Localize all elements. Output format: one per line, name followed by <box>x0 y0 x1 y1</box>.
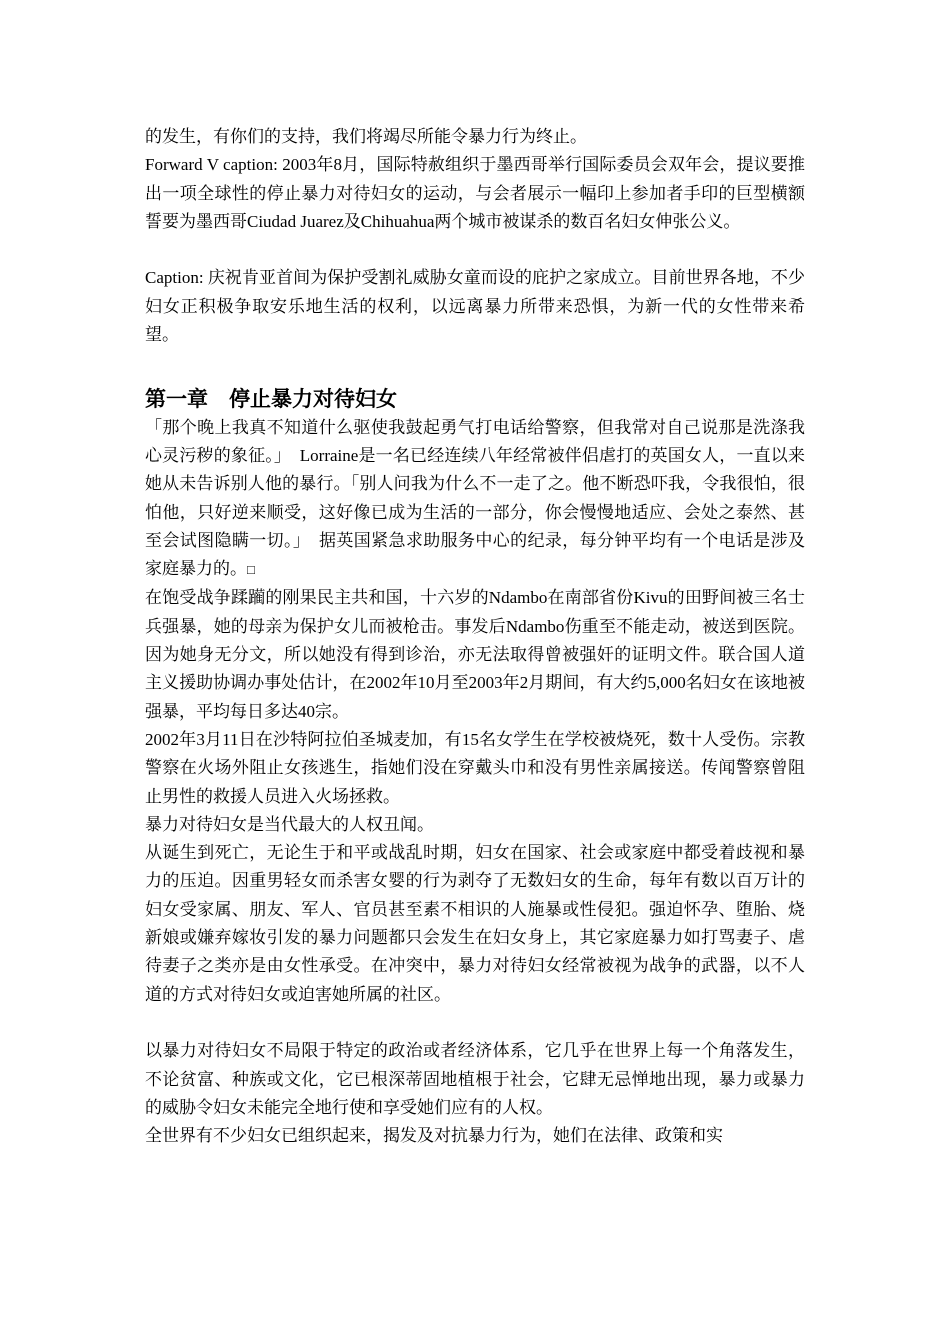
paragraph-lorraine-text: 「那个晚上我真不知道什么驱使我鼓起勇气打电话给警察，但我常对自己说那是洗涤我心灵污秽的象征。」 Lorraine是一名已经连续八年经常被伴侣虐打的英国女人，一直以来她从未告诉别人他的暴行。「别人问我为什么不一走了之。他不断恐吓我，令我很怕，很怕他，只好逆来顺受，这好像已成为生活的一部分，你会慢慢地适应、会处之泰然、甚至会试图隐瞒一切。」 据英国紧急求助服务中心的纪录，每分钟平均有一个电话是涉及家庭暴力的。 <box>145 417 805 579</box>
document-body <box>145 123 805 1150</box>
blank-line <box>145 349 805 377</box>
footnote-marker: □ <box>247 562 255 578</box>
paragraph-not-limited: 以暴力对待妇女不局限于特定的政治或者经济体系，它几乎在世界上每一个角落发生，不论贫富、种族或文化，它已根深蒂固地植根于社会，它肆无忌惮地出现，暴力或暴力的威胁令妇女未能完全地行使和享受她们应有的人权。 <box>145 1041 805 1117</box>
blank-line <box>145 1009 805 1037</box>
paragraph-lorraine <box>145 414 805 585</box>
paragraph-women-organized: 全世界有不少妇女已组织起来，揭发及对抗暴力行为，她们在法律、政策和实 <box>145 1126 723 1146</box>
paragraph-caption-kenya: Caption: 庆祝肯亚首间为保护受割礼威胁女童而设的庇护之家成立。目前世界各地，不少妇女正积极争取安乐地生活的权利，以远离暴力所带来恐惧，为新一代的女性带来希望。 <box>145 268 805 345</box>
paragraph-forward-caption: Forward V caption: 2003年8月，国际特赦组织于墨西哥举行国际委员会双年会，提议要推出一项全球性的停止暴力对待妇女的运动，与会者展示一幅印上参加者手印的巨型横额誓要为墨西哥Ciudad Juarez及Chihuahua两个城市被谋杀的数百名妇女伸张公义。 <box>145 155 805 231</box>
paragraph-mecca: 2002年3月11日在沙特阿拉伯圣城麦加，有15名女学生在学校被烧死，数十人受伤。宗教警察在火场外阻止女孩逃生，指她们没在穿戴头巾和没有男性亲属接送。传闻警察曾阻止男性的救援人员进入火场拯救。 <box>145 729 805 806</box>
paragraph-birth-to-death: 从诞生到死亡，无论生于和平或战乱时期，妇女在国家、社会或家庭中都受着歧视和暴力的压迫。因重男轻女而杀害女婴的行为剥夺了无数妇女的生命，每年有数以百万计的妇女受家属、朋友、军人、官员甚至素不相识的人施暴或性侵犯。强迫怀孕、堕胎、烧新娘或嫌弃嫁妆引发的暴力问题都只会发生在妇女身上，其它家庭暴力如打骂妻子、虐待妻子之类亦是由女性承受。在冲突中，暴力对待妇女经常被视为战争的武器，以不人道的方式对待妇女或迫害她所属的社区。 <box>145 843 805 1004</box>
blank-line <box>145 236 805 264</box>
paragraph-congo: 在饱受战争蹂躏的刚果民主共和国，十六岁的Ndambo在南部省份Kivu的田野间被三名士兵强暴，她的母亲为保护女儿而被枪击。事发后Ndambo伤重至不能走动，被送到医院。因为她身无分文，所以她没有得到诊治，亦无法取得曾被强奸的证明文件。联合国人道主义援助协调办事处估计，在2002年10月至2003年2月期间，有大约5,000名妇女在该地被强暴，平均每日多达40宗。 <box>145 588 805 721</box>
paragraph-scandal: 暴力对待妇女是当代最大的人权丑闻。 <box>145 814 434 834</box>
chapter-heading: 第一章 停止暴力对待妇女 <box>145 386 397 411</box>
paragraph-intro-end: 的发生，有你们的支持，我们将竭尽所能令暴力行为终止。 <box>145 127 587 146</box>
